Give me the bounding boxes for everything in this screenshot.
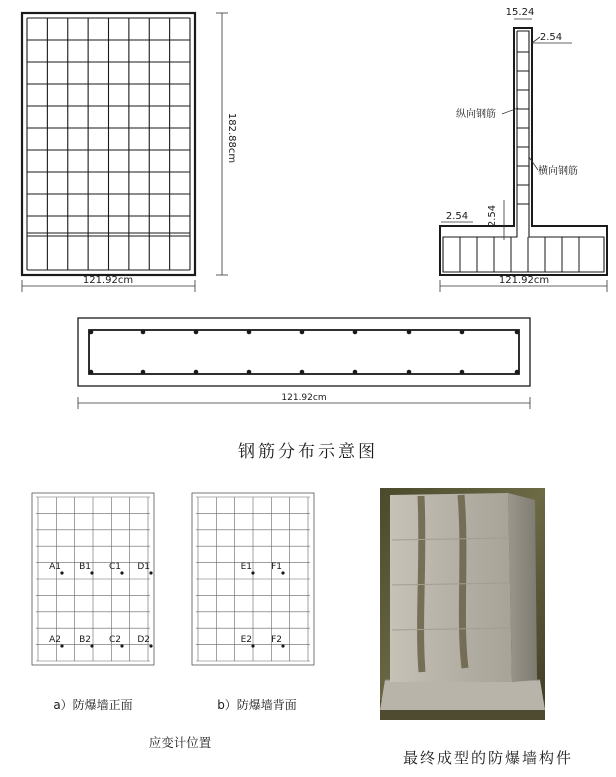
transverse-rebar-label: 横向钢筋 [538,166,578,177]
back-panel-caption: b）防爆墙背面 [217,698,297,712]
front-rebar-grid [27,18,190,270]
rebar-dot [247,370,252,375]
rebar-dot [407,330,412,335]
gauge-label: F2 [271,635,282,645]
specimen-photo [380,488,545,720]
rebar-dot [89,370,94,375]
rebar-dot [515,370,520,375]
rebar-dot [300,330,305,335]
gauge-label: E1 [240,562,252,572]
gauge-label: C2 [108,635,121,645]
section-rebar-dots [89,330,520,375]
gauge-label: E2 [240,635,252,645]
rebar-dot [89,330,94,335]
front-view [22,13,237,292]
gauge-label: C1 [108,562,121,572]
rebar-dot [460,370,465,375]
rebar-dot [353,330,358,335]
rebar-dot [407,370,412,375]
base-cover-v-label: 2.54 [487,204,498,228]
front-panel-caption: a）防爆墙正面 [53,698,133,712]
gauge-label: D2 [137,635,150,645]
longitudinal-leader [502,108,518,114]
gauge-label: D1 [137,562,150,572]
rebar-diagram-caption: 钢筋分布示意图 [238,442,378,462]
photo-wall-side [508,493,537,682]
front-gauge-points [49,562,152,648]
rebar-dot [515,330,520,335]
rebar-dot [247,330,252,335]
cover-top-label: 2.54 [539,32,563,43]
gauge-label: F1 [271,562,282,572]
rebar-dot [141,370,146,375]
transverse-rebar-set [517,52,529,204]
front-width-label: 121.92cm [82,275,134,286]
front-gauge-panel [32,493,154,665]
section-rebar-loop [89,330,519,374]
base-cover-h-label: 2.54 [445,211,469,222]
transverse-leader [529,157,538,170]
rebar-dot [460,330,465,335]
rebar-dot [353,370,358,375]
cover-top-arrow [532,37,540,43]
base-rebar-set [460,237,579,272]
gauge-label: B1 [79,562,91,572]
photo-base-slab [380,680,545,710]
side-outer-outline [440,28,607,275]
back-panel-grid [196,497,310,661]
gauge-label: B2 [79,635,91,645]
gauge-location-caption: 应变计位置 [148,735,212,750]
longitudinal-rebar-label: 纵向钢筋 [456,109,496,120]
rebar-dot [194,370,199,375]
gauge-label: A1 [49,562,61,572]
rebar-dot [141,330,146,335]
side-rebar-cage [443,31,604,272]
photo-grout-strip [461,495,465,668]
top-width-label: 15.24 [505,7,535,18]
side-view [440,7,607,292]
back-gauge-panel [192,493,314,665]
front-height-label: 182.88cm [226,112,237,164]
rebar-dot [300,370,305,375]
section-width-label: 121.92cm [281,393,327,403]
photo-caption: 最终成型的防爆墙构件 [402,749,573,767]
gauge-label: A2 [49,635,61,645]
section-view [78,318,530,409]
back-gauge-points [241,562,285,648]
photo-wall-face [390,493,512,682]
section-outer-outline [78,318,530,386]
rebar-dot [194,330,199,335]
base-width-label: 121.92cm [498,275,550,286]
